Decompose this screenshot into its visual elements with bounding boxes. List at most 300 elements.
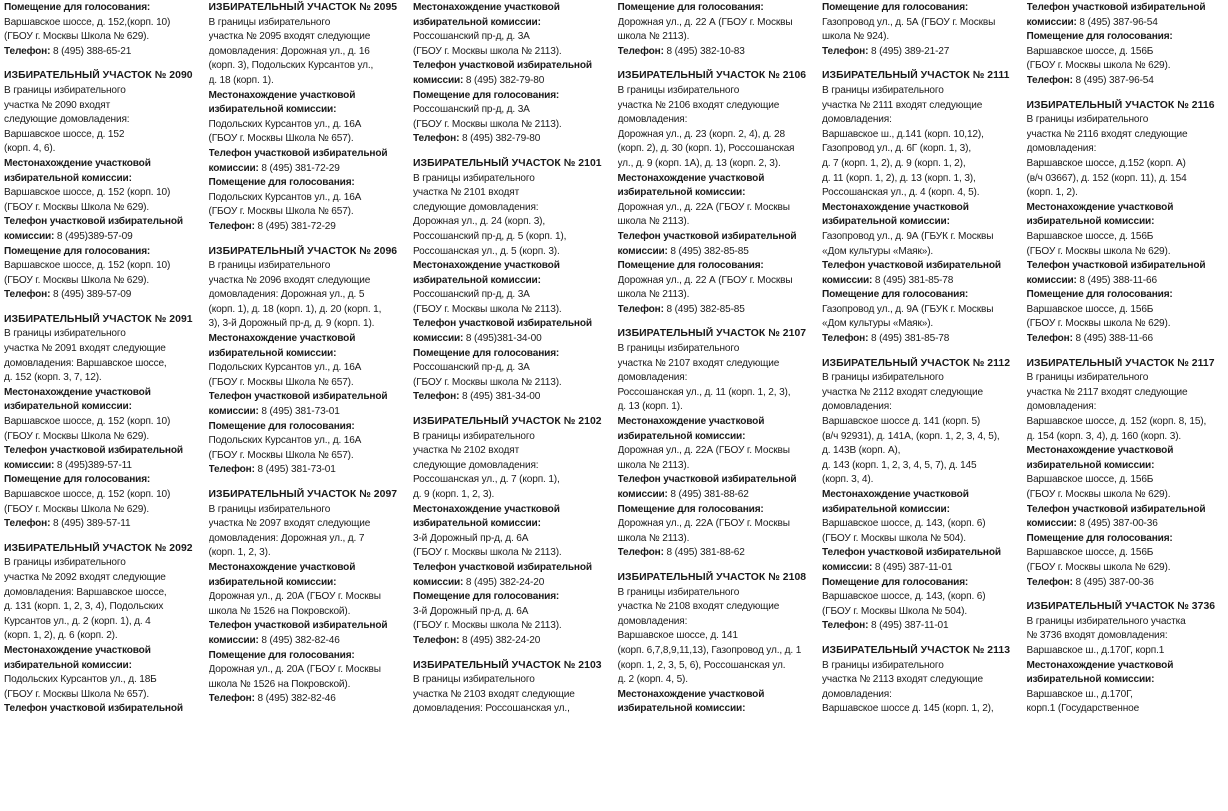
phone-label: Телефон: [822,620,869,632]
body-text-line: участка № 2090 входят [4,99,111,111]
precinct-heading: ИЗБИРАТЕЛЬНЫЙ УЧАСТОК № 2103 [413,659,602,671]
field-label: Местонахождение участковой [1026,201,1174,213]
phone-number: 8 (495) 387-00-36 [1076,518,1158,530]
field-label: Помещение для голосования: [208,420,355,432]
precinct-heading: ИЗБИРАТЕЛЬНЫЙ УЧАСТОК № 2107 [617,328,807,340]
body-text-line: (в/ч 92931), д. 141А, (корп. 1, 2, 3, 4, 5), [822,430,1000,442]
field-label: избирательной комиссии: [617,703,746,715]
phone-label: комиссии: [413,576,464,588]
body-text-line: Варшавское шоссе, д. 156Б [1026,547,1154,559]
field-label: избирательной комиссии: [617,430,746,442]
body-text-line: корп.1 (Государственное [1026,703,1140,715]
body-text-line: домовладения: Варшавское шоссе, [4,357,167,369]
body-text-line: д. 9 (корп. 1, 2, 3). [413,489,495,500]
body-text-line: школа № 924). [822,31,890,43]
body-text-line: В границы избирательного [208,16,331,28]
body-text-line: Газопровод ул., д. 9А (ГБУК г. Москвы [822,230,994,242]
phone-number: 8 (495) 388-65-21 [50,45,132,57]
field-label: Помещение для голосования: [4,2,151,13]
field-label: Телефон участковой избирательной [208,147,388,159]
field-label: Местонахождение участковой [208,333,356,345]
body-text-line: следующие домовладения: [413,201,539,213]
field-label: Помещение для голосования: [413,347,560,359]
precinct-heading: ИЗБИРАТЕЛЬНЫЙ УЧАСТОК № 2113 [822,644,1011,656]
text-column-5 [822,0,1027,811]
body-text-line: участка № 2096 входят следующие [208,274,371,286]
phone-number: 8 (495) 389-57-11 [50,518,131,530]
field-label: Телефон участковой избирательной [617,230,797,242]
precinct-heading: ИЗБИРАТЕЛЬНЫЙ УЧАСТОК № 3736 [1026,601,1216,613]
body-text-line: школа № 2113). [617,532,690,544]
phone-label: Телефон: [617,45,664,57]
body-text-line: Курсантов ул., д. 2 (корп. 1), д. 4 [4,615,151,627]
phone-label: Телефон: [4,518,51,530]
body-text-line: д. 131 (корп. 1, 2, 3, 4), Подольских [4,601,164,613]
body-text-line: участка № 2116 входят следующие [1026,128,1188,140]
body-text-line: д. 2 (корп. 4, 5). [617,674,688,686]
phone-number: 8 (495) 381-34-00 [459,391,541,403]
phone-label: комиссии: [4,459,55,471]
body-text-line: домовладения: [617,114,688,126]
phone-label: комиссии: [4,230,55,242]
body-text-line: Россошанская ул., д. 11 (корп. 1, 2, 3), [617,386,791,398]
field-label: Местонахождение участковой [413,503,560,515]
body-text-line: (корп. 2), д. 30 (корп. 1), Россошанская [617,143,795,155]
field-label: избирательной комиссии: [208,576,337,588]
body-text-line: участка № 2095 входят следующие [208,31,371,43]
phone-label: комиссии: [822,561,873,573]
body-text-line: В границы избирательного [413,674,535,686]
body-text-line: Дорожная ул., д. 22А (ГБОУ г. Москвы [617,201,790,213]
text-column-4 [618,0,823,811]
phone-line [1027,332,1226,347]
body-text-line: участка № 2106 входят следующие [617,99,780,111]
field-label: Помещение для голосования: [1026,31,1173,43]
body-text-line: д. 152 (корп. 3, 7, 12). [4,372,102,384]
body-text-line: 3-й Дорожный пр-д, д. 6А [413,532,529,544]
phone-line [413,634,612,649]
text-column-3 [413,0,618,811]
body-text-line: «Дом культуры «Маяк»). [822,318,934,330]
body-text-line: (ГБОУ г. Москвы школа № 629). [1026,318,1171,330]
body-text-line: Дорожная ул., д. 22 А (ГБОУ г. Москвы [617,16,793,28]
phone-line [1027,274,1226,289]
phone-label: Телефон: [208,464,255,476]
body-text-line: домовладения: Дорожная ул., д. 16 [208,45,370,57]
field-label: Телефон участковой избирательной [413,60,592,72]
phone-number: 8 (495) 387-96-54 [1072,74,1154,86]
phone-number: 8 (495) 387-96-54 [1076,16,1158,28]
phone-line [1027,16,1226,31]
body-text-line: д. 11 (корп. 1, 2), д. 13 (корп. 1, 3), [822,172,976,184]
field-label: избирательной комиссии: [4,401,132,413]
body-text-line: (ГБОУ г. Москвы Школа № 657). [4,688,150,700]
phone-label: комиссии: [1026,518,1077,530]
body-text-line: школа № 2113). [617,459,690,471]
field-label: Местонахождение участковой [617,416,765,428]
body-text-line: Дорожная ул., д. 23 (корп. 2, 4), д. 28 [617,128,785,140]
precinct-heading: ИЗБИРАТЕЛЬНЫЙ УЧАСТОК № 2096 [208,245,398,257]
field-label: Помещение для голосования: [1026,532,1173,544]
body-text-line: (ГБОУ г. Москвы школа № 2113). [413,303,562,315]
body-text-line: Подольских Курсантов ул., д. 16А [208,435,362,447]
body-text-line: Варшавское шоссе, д. 156Б [1026,45,1154,57]
body-text-line: Варшавское шоссе, д. 143, (корп. 6) [822,591,986,603]
field-label: Телефон участковой избирательной [4,216,183,228]
field-label: Помещение для голосования: [413,89,560,101]
field-label: Местонахождение участковой [822,489,969,500]
body-text-line: участка № 2111 входят следующие [822,99,983,111]
field-label: Телефон участковой избирательной [4,703,183,715]
body-text-line: участка № 2103 входят следующие [413,688,575,700]
precinct-heading: ИЗБИРАТЕЛЬНЫЙ УЧАСТОК № 2102 [413,416,602,428]
body-text-line: (ГБОУ г. Москвы Школа № 629). [4,201,150,213]
phone-line [618,245,817,260]
body-text-line: домовладения: Дорожная ул., д. 5 [208,289,365,301]
field-label: Помещение для голосования: [1026,289,1173,301]
body-text-line: д. 143В (корп. А), [822,445,901,457]
body-text-line: участка № 2102 входят [413,445,520,457]
body-text-line: домовладения: [822,114,892,126]
phone-number: 8 (495) 389-21-27 [868,45,950,57]
phone-line [4,517,203,532]
field-label: Помещение для голосования: [4,474,151,486]
field-label: избирательной комиссии: [822,503,950,515]
body-text-line: В границы избирательного [822,84,944,96]
field-label: избирательной комиссии: [822,216,950,228]
precinct-heading: ИЗБИРАТЕЛЬНЫЙ УЧАСТОК № 2117 [1026,357,1215,369]
body-text-line: В границы избирательного [208,503,331,515]
body-text-line: участка № 2097 входят следующие [208,518,371,530]
body-text-line: участка № 2113 входят следующие [822,674,983,686]
body-text-line: домовладения: [1026,401,1097,413]
body-text-line: (ГБОУ г. Москвы школа № 629). [1026,489,1171,500]
body-text-line: школа № 1526 на Покровской). [208,605,351,617]
body-text-line: домовладения: Дорожная ул., д. 7 [208,532,365,544]
body-text-line: Варшавское шоссе, д.152 (корп. А) [1026,157,1186,169]
phone-label: комиссии: [1026,274,1077,286]
body-text-line: (ГБОУ г. Москвы школа № 629). [1026,561,1171,573]
precinct-heading: ИЗБИРАТЕЛЬНЫЙ УЧАСТОК № 2112 [822,357,1011,369]
body-text-line: (ГБОУ г. Москвы Школа № 629). [4,274,150,286]
field-label: Помещение для голосования: [822,2,969,13]
field-label: Телефон участковой избирательной [1026,503,1206,515]
phone-number: 8 (495) 388-11-66 [1076,274,1157,286]
phone-line [4,230,203,245]
field-label: избирательной комиссии: [208,347,337,359]
field-label: Местонахождение участковой [617,688,765,700]
body-text-line: Варшавское шоссе, д. 152 (корп. 10) [4,489,171,500]
phone-label: Телефон: [208,220,255,232]
field-label: Местонахождение участковой [617,172,765,184]
phone-number: 8 (495) 387-11-01 [868,620,949,632]
body-text-line: (ГБОУ г. Москвы Школа № 657). [208,449,354,461]
phone-label: комиссии: [208,162,259,174]
precinct-heading: ИЗБИРАТЕЛЬНЫЙ УЧАСТОК № 2116 [1026,99,1215,111]
body-text-line: д. 143 (корп. 1, 2, 3, 4, 5, 7), д. 145 [822,459,977,471]
field-label: Телефон участковой избирательной [822,547,1001,559]
body-text-line: участка № 2112 входят следующие [822,386,983,398]
field-label: Местонахождение участковой [4,157,151,169]
body-text-line: (корп. 1, 2), д. 6 (корп. 2). [4,630,118,642]
field-label: Телефон участковой избирательной [617,474,797,486]
body-text-line: Варшавское шоссе, д. 156Б [1026,230,1154,242]
phone-number: 8 (495) 381-88-62 [663,547,745,559]
body-text-line: В границы избирательного [4,557,126,569]
field-label: избирательной комиссии: [4,172,132,184]
body-text-line: (корп. 1, 2, 3, 5, 6), Россошанская ул. [617,659,786,671]
phone-line [209,692,408,707]
phone-line [618,488,817,503]
body-text-line: Россошанская ул., д. 4 (корп. 4, 5). [822,187,980,199]
phone-number: 8 (495) 387-00-36 [1072,576,1154,588]
phone-label: Телефон: [1026,333,1073,345]
body-text-line: Газопровод ул., д. 6Г (корп. 1, 3), [822,143,972,155]
body-text-line: (ГБОУ г. Москвы Школа № 657). [208,206,354,218]
field-label: избирательной комиссии: [1026,459,1155,471]
field-label: избирательной комиссии: [413,274,541,286]
body-text-line: Варшавское шоссе, д. 152 (корп. 10) [4,260,171,272]
body-text-line: Подольских Курсантов ул., д. 16А [208,362,362,374]
body-text-line: (ГБОУ г. Москвы школа № 2113). [413,118,562,130]
body-text-line: Дорожная ул., д. 22А (ГБОУ г. Москвы [617,518,790,530]
phone-number: 8 (495) 382-82-46 [258,634,340,646]
phone-label: Телефон: [413,133,460,145]
field-label: Местонахождение участковой [1026,445,1174,457]
body-text-line: домовладения: [1026,143,1097,155]
body-text-line: (корп. 3), Подольских Курсантов ул., [208,60,374,72]
field-label: избирательной комиссии: [4,659,132,671]
phone-line [1027,576,1226,591]
body-text-line: Подольских Курсантов ул., д. 18Б [4,674,157,686]
body-text-line: Россошанский пр-д, д. 3А [413,31,530,43]
body-text-line: В границы избирательного [822,659,944,671]
field-label: Телефон участковой избирательной [1026,260,1206,272]
body-text-line: Варшавское шоссе, д. 141 [617,630,738,642]
phone-label: Телефон: [617,547,664,559]
phone-number: 8 (495) 381-88-62 [667,489,749,500]
body-text-line: Дорожная ул., д. 22 А (ГБОУ г. Москвы [617,274,793,286]
body-text-line: Дорожная ул., д. 24 (корп. 3), [413,216,546,228]
field-label: Телефон участковой избирательной [822,260,1001,272]
phone-line [413,576,612,591]
phone-number: 8 (495) 382-82-46 [254,693,336,705]
body-text-line: домовладения: [617,615,688,627]
body-text-line: следующие домовладения: [4,114,130,126]
phone-number: 8 (495) 381-85-78 [868,333,950,345]
body-text-line: (ГБОУ г. Москвы школа № 2113). [413,45,562,57]
body-text-line: Варшавское шоссе, д. 156Б [1026,303,1154,315]
field-label: Помещение для голосования: [208,177,355,189]
phone-number: 8 (495) 382-24-20 [463,576,545,588]
phone-line [618,546,817,561]
body-text-line: Газопровод ул., д. 5А (ГБОУ г. Москвы [822,16,996,28]
body-text-line: (ГБОУ г. Москвы Школа № 657). [208,133,354,145]
phone-label: комиссии: [617,489,668,500]
field-label: Местонахождение участковой [822,201,969,213]
phone-number: 8 (495) 382-24-20 [459,634,541,646]
body-text-line: (корп. 1, 2, 3). [208,547,271,559]
phone-line [413,390,612,405]
body-text-line: Подольских Курсантов ул., д. 16А [208,191,362,203]
body-text-line: школа № 2113). [617,216,690,228]
phone-line [209,463,408,478]
body-text-line: домовладения: [822,688,892,700]
body-text-line: домовладения: [822,401,892,413]
body-text-line: (ГБОУ г. Москвы Школа № 629). [4,31,150,43]
phone-label: Телефон: [4,45,51,57]
phone-number: 8 (495) 382-79-80 [459,133,541,145]
body-text-line: школа № 2113). [617,31,690,43]
phone-line [209,405,408,420]
field-label: избирательной комиссии: [413,16,541,28]
body-text-line: Варшавское шоссе, д. 143, (корп. 6) [822,518,986,530]
phone-number: 8 (495) 389-57-09 [50,289,132,301]
phone-line [618,303,817,318]
precinct-heading: ИЗБИРАТЕЛЬНЫЙ УЧАСТОК № 2095 [208,2,398,13]
body-text-line: (ГБОУ г. Москвы школа № 2113). [413,547,562,559]
field-label: Телефон участковой избирательной [4,445,183,457]
body-text-line: «Дом культуры «Маяк»). [822,245,934,257]
field-label: Местонахождение участковой [413,2,560,13]
phone-line [822,561,1021,576]
body-text-line: Подольских Курсантов ул., д. 16А [208,118,362,130]
field-label: Помещение для голосования: [4,245,151,257]
body-text-line: Россошанский пр-д, д. 3А [413,362,530,374]
body-text-line: 3), 3-й Дорожный пр-д, д. 9 (корп. 1). [208,318,375,330]
body-text-line: Газопровод ул., д. 9А (ГБУК г. Москвы [822,303,994,315]
field-label: избирательной комиссии: [1026,216,1155,228]
field-label: Местонахождение участковой [4,386,151,398]
phone-number: 8 (495) 381-72-29 [254,220,336,232]
body-text-line: (ГБОУ г. Москвы Школа № 629). [4,503,150,515]
phone-line [4,288,203,303]
body-text-line: Варшавское шоссе, д. 152 (корп. 10) [4,187,171,199]
precinct-heading: ИЗБИРАТЕЛЬНЫЙ УЧАСТОК № 2091 [4,313,193,325]
body-text-line: Дорожная ул., д. 20А (ГБОУ г. Москвы [208,664,381,676]
phone-number: 8 (495) 381-73-01 [258,406,340,418]
body-text-line: (ГБОУ г. Москвы Школа № 657). [208,376,354,388]
body-text-line: д. 7 (корп. 1, 2), д. 9 (корп. 1, 2), [822,157,966,169]
field-label: Телефон участковой избирательной [1026,2,1206,13]
phone-label: Телефон: [413,391,460,403]
precinct-heading: ИЗБИРАТЕЛЬНЫЙ УЧАСТОК № 2108 [617,571,807,583]
field-label: избирательной комиссии: [413,518,541,530]
body-text-line: Дорожная ул., д. 20А (ГБОУ г. Москвы [208,591,381,603]
phone-line [822,332,1021,347]
field-label: Помещение для голосования: [413,591,560,603]
field-label: Телефон участковой избирательной [208,391,388,403]
phone-label: комиссии: [208,634,259,646]
body-text-line: участка № 2091 входят следующие [4,343,166,355]
body-text-line: В границы избирательного [413,172,535,184]
body-text-line: В границы избирательного [617,343,740,355]
body-text-line: школа № 2113). [617,289,690,301]
field-label: Местонахождение участковой [1026,659,1174,671]
body-text-line: В границы избирательного [4,84,126,96]
body-text-line: ул., д. 9 (корп. 1А), д. 13 (корп. 2, 3). [617,157,781,169]
field-label: Помещение для голосования: [617,503,764,515]
body-text-line: д. 13 (корп. 1). [617,401,683,413]
body-text-line: Россошанский пр-д, д. 3А [413,289,530,301]
precinct-heading: ИЗБИРАТЕЛЬНЫЙ УЧАСТОК № 2101 [413,157,602,169]
body-text-line: Россошанский пр-д, д. 5 (корп. 1), [413,230,567,242]
body-text-line: В границы избирательного [1026,372,1149,384]
body-text-line: В границы избирательного [617,84,740,96]
precinct-heading: ИЗБИРАТЕЛЬНЫЙ УЧАСТОК № 2097 [208,489,398,500]
phone-label: комиссии: [208,406,259,418]
field-label: Телефон участковой избирательной [413,318,592,330]
phone-line [1027,517,1226,532]
body-text-line: следующие домовладения: [413,459,539,471]
phone-line [413,332,612,347]
field-label: Помещение для голосования: [208,649,355,661]
body-text-line: В границы избирательного [1026,114,1149,126]
body-text-line: (ГБОУ г. Москвы школа № 629). [1026,60,1171,72]
body-text-line: 3-й Дорожный пр-д, д. 6А [413,605,529,617]
phone-number: 8 (495) 382-10-83 [663,45,745,57]
body-text-line: (корп. 3, 4). [822,474,874,486]
body-text-line: Варшавское шоссе д. 141 (корп. 5) [822,416,981,428]
body-text-line: школа № 1526 на Покровской). [208,678,351,690]
body-text-line: В границы избирательного участка [1026,615,1186,627]
phone-line [822,619,1021,634]
body-text-line: (корп. 1, 2). [1026,187,1078,199]
phone-label: Телефон: [822,333,869,345]
body-text-line: (корп. 1), д. 18 (корп. 1), д. 20 (корп. 1, [208,303,382,315]
body-text-line: домовладения: Россошанская ул., [413,703,570,715]
field-label: Телефон участковой избирательной [413,561,592,573]
body-text-line: участка № 2107 входят следующие [617,357,780,369]
phone-number: 8 (495)389-57-11 [54,459,132,471]
body-text-line: (корп. 4, 6). [4,143,56,155]
phone-line [4,45,203,60]
phone-label: Телефон: [822,45,869,57]
body-text-line: Варшавское шоссе, д. 152 (корп. 8, 15), [1026,416,1207,428]
field-label: Помещение для голосования: [822,576,969,588]
body-text-line: д. 154 (корп. 3, 4), д. 160 (корп. 3). [1026,430,1182,442]
body-text-line: Россошанская ул., д. 5 (корп. 3). [413,245,560,257]
body-text-line: (ГБОУ г. Москвы школа № 2113). [413,620,562,632]
text-column-1 [4,0,209,811]
body-text-line: Россошанская ул., д. 7 (корп. 1), [413,474,560,486]
field-label: Местонахождение участковой [208,89,356,101]
body-text-line: участка № 2108 входят следующие [617,601,780,613]
phone-label: комиссии: [822,274,873,286]
phone-label: Телефон: [413,634,460,646]
phone-line [209,220,408,235]
phone-line [4,459,203,474]
body-text-line: В границы избирательного [617,586,740,598]
body-text-line: (ГБОУ г. Москвы школа № 504). [822,532,966,544]
body-text-line: В границы избирательного [413,430,535,442]
field-label: избирательной комиссии: [617,187,746,199]
phone-number: 8 (495) 382-85-85 [663,303,745,315]
phone-number: 8 (495) 381-72-29 [258,162,340,174]
phone-number: 8 (495)381-34-00 [463,333,542,345]
precinct-heading: ИЗБИРАТЕЛЬНЫЙ УЧАСТОК № 2106 [617,70,807,82]
text-column-6 [1027,0,1228,811]
precinct-heading: ИЗБИРАТЕЛЬНЫЙ УЧАСТОК № 2092 [4,542,193,554]
phone-label: Телефон: [1026,576,1073,588]
body-text-line: (ГБОУ г. Москвы школа № 2113). [413,376,562,388]
phone-number: 8 (495) 382-79-80 [463,74,545,86]
body-text-line: участка № 2092 входят следующие [4,571,166,583]
body-text-line: домовладения: [617,372,688,384]
field-label: Местонахождение участковой [413,260,560,272]
body-text-line: (в/ч 03667), д. 152 (корп. 11), д. 154 [1026,172,1187,184]
phone-number: 8 (495) 381-73-01 [254,464,336,476]
